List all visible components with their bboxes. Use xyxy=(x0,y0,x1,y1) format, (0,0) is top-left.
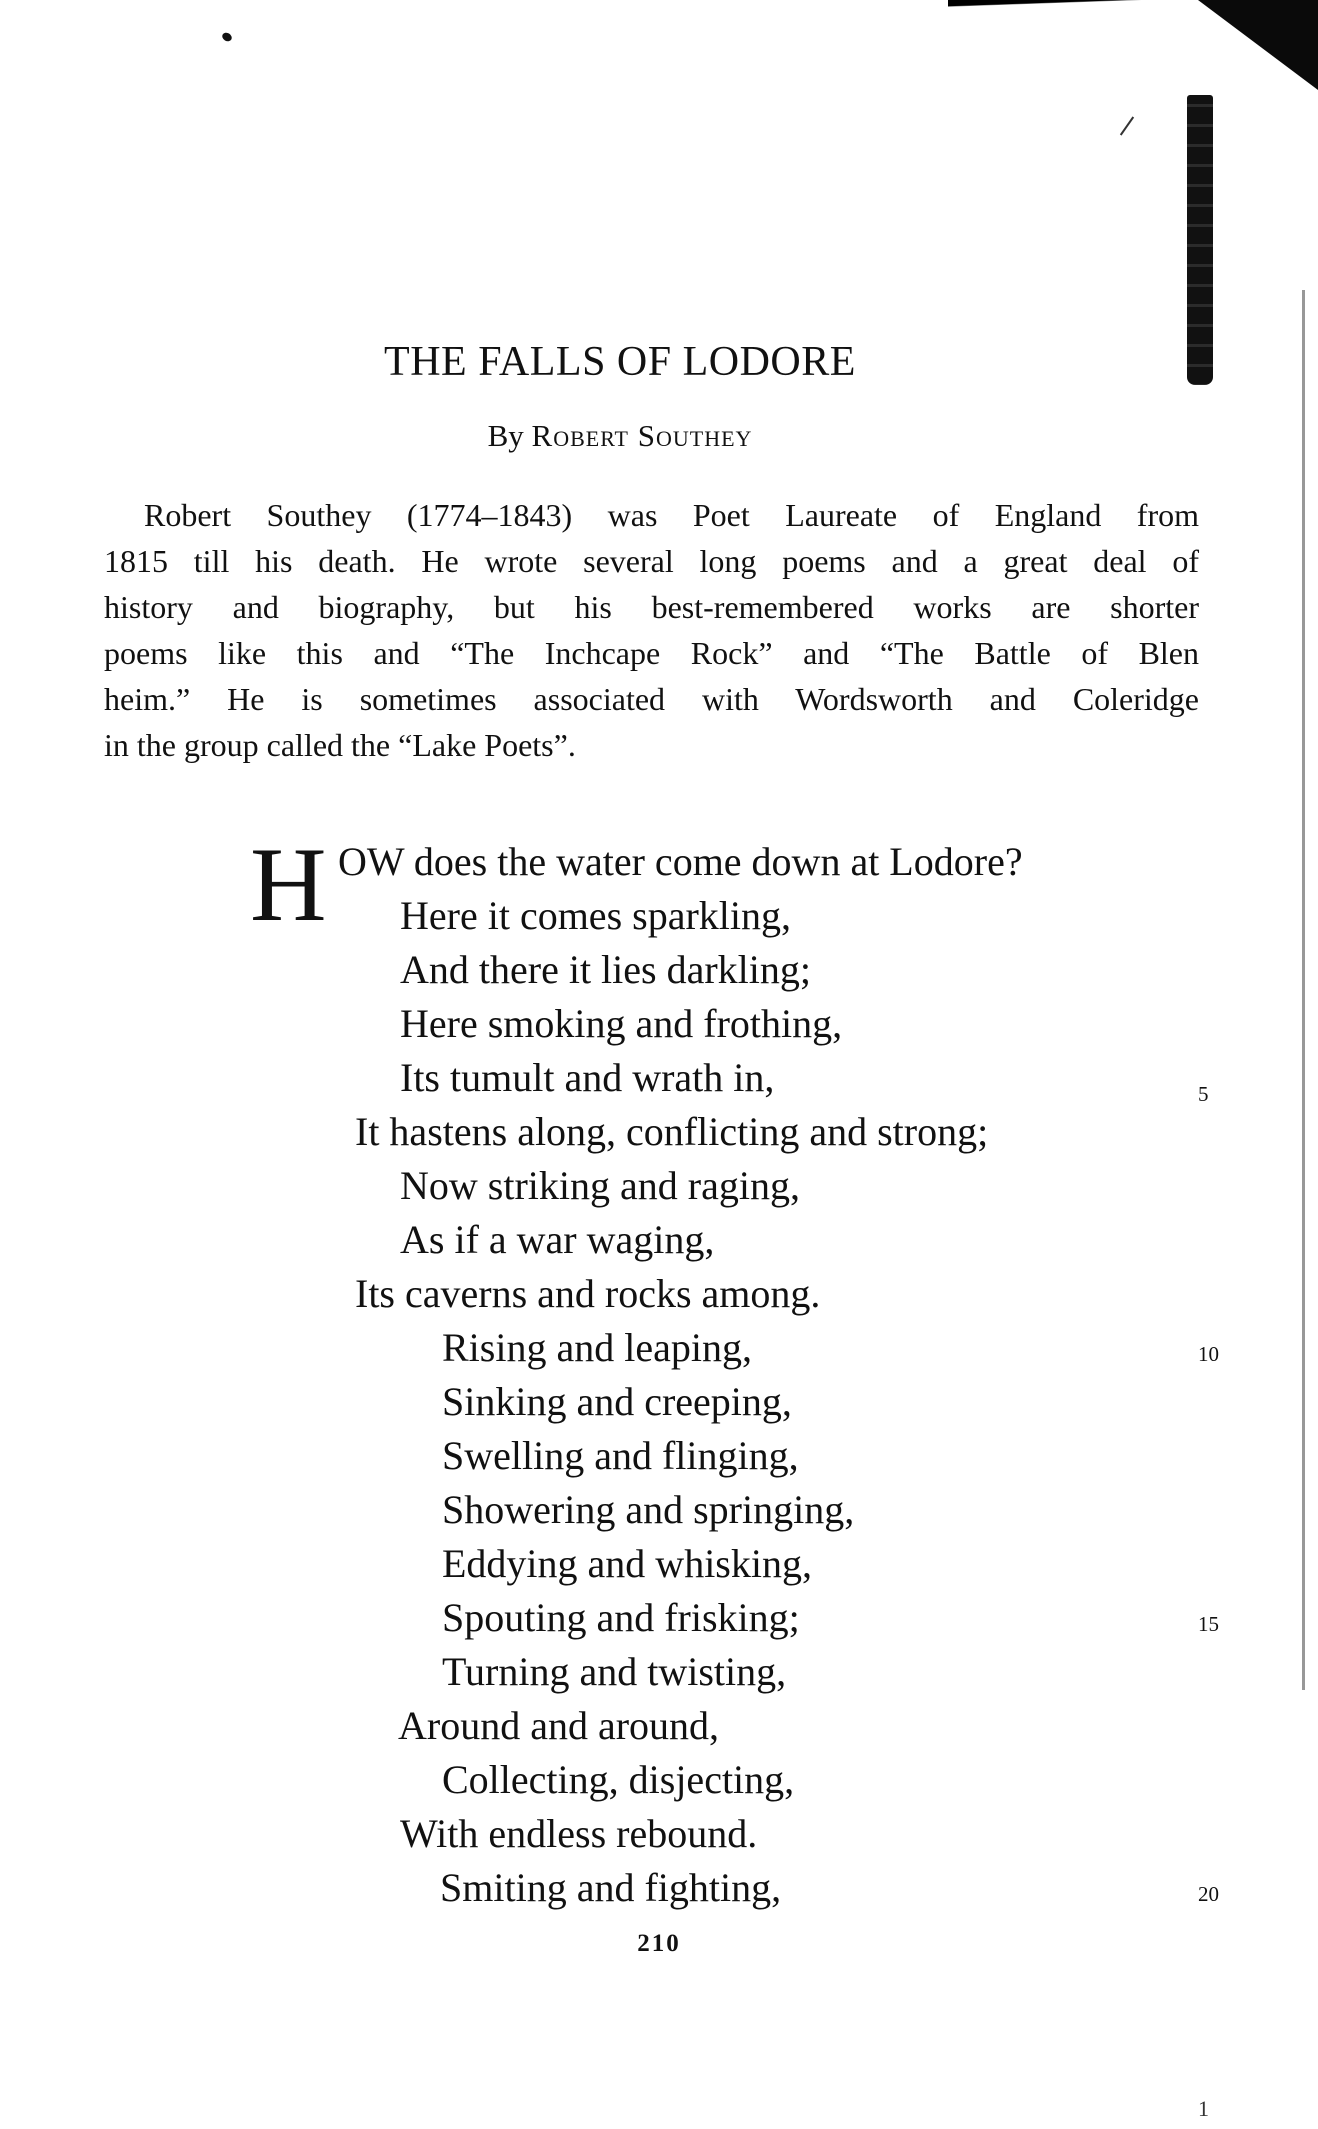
intro-line: 1815 till his death. He wrote several long poems and a great deal of xyxy=(104,543,1199,579)
poem-line: Sinking and creeping, xyxy=(442,1379,792,1424)
poem-line: As if a war waging, xyxy=(400,1217,715,1262)
poem-line: OW does the water come down at Lodore? xyxy=(338,839,1023,884)
poem-line: It hastens along, conflicting and strong; xyxy=(355,1109,989,1154)
poem-line: Around and around, xyxy=(398,1703,720,1748)
intro-line: Robert Southey (1774–1843) was Poet Laureate of England from xyxy=(144,497,1199,533)
poem-line: Turning and twisting, xyxy=(442,1649,787,1694)
byline-prefix: By xyxy=(487,418,524,453)
poem-line: Rising and leaping, xyxy=(442,1325,752,1370)
line-number: 20 xyxy=(1198,1882,1219,1906)
poem-title: THE FALLS OF LODORE xyxy=(384,339,856,385)
page-number: 210 xyxy=(637,1930,681,1957)
poem-line: Swelling and flinging, xyxy=(442,1433,799,1478)
poem-line: And there it lies darkling; xyxy=(400,947,812,992)
intro-line: in the group called the “Lake Poets”. xyxy=(104,727,576,763)
intro-line: history and biography, but his best-remembered works are shorter xyxy=(104,589,1199,625)
line-number: 15 xyxy=(1198,1612,1219,1636)
poem-line: Collecting, disjecting, xyxy=(442,1757,795,1802)
poem-line: Showering and springing, xyxy=(442,1487,855,1532)
intro-line: heim.” He is sometimes associated with Wordsworth and Coleridge xyxy=(104,681,1199,717)
poem-line: With endless rebound. xyxy=(400,1811,758,1856)
intro-line: poems like this and “The Inchcape Rock” and “The Battle of Blen xyxy=(104,635,1199,671)
poem-line: Here it comes sparkling, xyxy=(400,893,791,938)
line-number: 5 xyxy=(1198,1082,1209,1106)
poem-line: Now striking and raging, xyxy=(400,1163,800,1208)
margin-mark: 1 xyxy=(1198,2096,1209,2121)
line-number: 10 xyxy=(1198,1342,1219,1366)
poem-line: Eddying and whisking, xyxy=(442,1541,812,1586)
poem-line: Its caverns and rocks among. xyxy=(355,1271,821,1316)
poem-line: Spouting and frisking; xyxy=(442,1595,800,1640)
byline-author: Robert Southey xyxy=(531,418,753,453)
poem-line: Here smoking and frothing, xyxy=(400,1001,843,1046)
poem-line: Smiting and fighting, xyxy=(440,1865,782,1910)
poem-line: Its tumult and wrath in, xyxy=(400,1055,775,1100)
drop-cap: H xyxy=(250,826,327,943)
